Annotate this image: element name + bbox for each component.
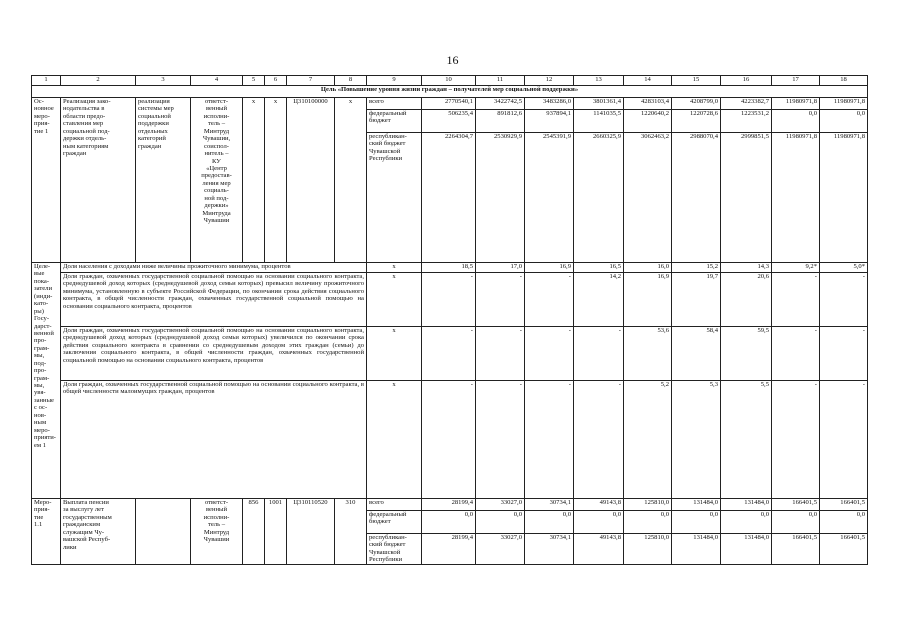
indicator-value: 14,2 xyxy=(574,273,624,327)
value-cell: 166401,5 xyxy=(772,499,819,511)
indicator-value: 5,2 xyxy=(624,381,672,499)
column-number-row xyxy=(32,76,868,86)
values-col-16 xyxy=(721,98,772,263)
value-cell: 11980971,8 xyxy=(772,98,819,110)
indicator-value: 53,6 xyxy=(624,327,672,381)
indicator-value: - xyxy=(422,273,476,327)
value-cell: 2770540,1 xyxy=(422,98,475,110)
col-number: 6 xyxy=(265,76,287,86)
value-cell: 0,0 xyxy=(624,511,671,534)
col-number: 14 xyxy=(624,76,672,86)
values-col-18 xyxy=(820,499,868,565)
indicator-value: - xyxy=(820,327,868,381)
indicator-value: - xyxy=(820,381,868,499)
value-cell: 166401,5 xyxy=(792,534,817,541)
value-cell: 0,0 xyxy=(772,110,819,133)
indicators-label: Целе- вые пока- затели (инди- като- ры) Госу- дарст- венной про- грам- мы, под- про- грам- мы, увя- занные с ос- нов- ным меро- прияти- ем 1 xyxy=(32,263,61,499)
event-code-5: 856 xyxy=(243,499,265,565)
event-responsible: ответст- венный исполни- тель – Минтруд Чувашии, соиспол- нитель – КУ «Центр предостав- ления мер социаль- ной под- держки» Минтруда Чувашии xyxy=(191,98,243,263)
indicator-value: - xyxy=(525,327,574,381)
funding-sources xyxy=(367,98,422,263)
value-cell: 11980971,8 xyxy=(833,133,865,140)
indicator-text: Доля населения с доходами ниже величины прожиточного минимума, процентов xyxy=(61,263,367,273)
indicator-value: - xyxy=(772,327,820,381)
indicator-unit: х xyxy=(367,381,422,499)
indicator-value: - xyxy=(525,273,574,327)
col-number: 4 xyxy=(191,76,243,86)
col-number: 18 xyxy=(820,76,868,86)
value-cell: 2264304,7 xyxy=(444,133,473,140)
value-cell: 1220728,6 xyxy=(672,110,720,133)
value-cell: 28199,4 xyxy=(422,499,475,511)
col-number: 10 xyxy=(422,76,476,86)
funding-sources xyxy=(367,499,422,565)
col-number: 3 xyxy=(136,76,191,86)
col-number: 9 xyxy=(367,76,422,86)
values-col-13 xyxy=(574,98,624,263)
source-federal: федеральный бюджет xyxy=(367,511,421,534)
value-cell: 0,0 xyxy=(820,511,867,534)
indicator-value: - xyxy=(476,327,525,381)
col-number: 5 xyxy=(243,76,265,86)
values-col-14 xyxy=(624,499,672,565)
value-cell: 2660325,9 xyxy=(592,133,621,140)
value-cell: 3801361,4 xyxy=(574,98,623,110)
values-col-10 xyxy=(422,499,476,565)
indicator-row xyxy=(32,263,868,273)
indicator-value: 17,0 xyxy=(476,263,525,273)
value-cell: 11980971,8 xyxy=(820,98,867,110)
indicator-text: Доля граждан, охваченных государственной социальной помощью на основании социального контракта, среднедушевой доход которых (среднедушевой доход семьи которых) увеличился по окончании срока действия социального контракта в сравнении со среднедушевым доходом этих граждан (семьи) до заключения социального контракта, в общей численности граждан, охваченных государственной социальной помощью на основании социального контракта, процентов xyxy=(61,327,367,381)
value-cell: 30734,1 xyxy=(549,534,571,541)
value-cell: 891812,6 xyxy=(476,110,524,133)
event-code-6: 1001 xyxy=(265,499,287,565)
value-cell: 4208799,0 xyxy=(672,98,720,110)
indicator-value: - xyxy=(525,381,574,499)
indicator-unit: х xyxy=(367,327,422,381)
value-cell: 131484,0 xyxy=(721,499,771,511)
col-number: 2 xyxy=(61,76,136,86)
value-cell: 506235,4 xyxy=(422,110,475,133)
value-cell: 2530929,9 xyxy=(493,133,522,140)
indicator-value: - xyxy=(476,273,525,327)
value-cell: 0,0 xyxy=(772,511,819,534)
event-task: реализация системы мер социальной поддержки отдельных категорий граждан xyxy=(136,98,191,263)
value-cell: 125810,0 xyxy=(624,499,671,511)
indicator-value: 9,2* xyxy=(772,263,820,273)
event-code-8: 310 xyxy=(335,499,367,565)
main-event-row xyxy=(32,98,868,263)
indicator-value: 5,5 xyxy=(721,381,772,499)
value-cell: 33027,0 xyxy=(500,534,522,541)
value-cell: 131484,0 xyxy=(744,534,769,541)
event-code-7: Ц310110520 xyxy=(287,499,335,565)
value-cell: 0,0 xyxy=(820,110,867,133)
indicator-value: - xyxy=(574,381,624,499)
values-col-11 xyxy=(476,98,525,263)
indicator-value: 58,4 xyxy=(672,327,721,381)
value-cell: 49143,8 xyxy=(574,499,623,511)
col-number: 12 xyxy=(525,76,574,86)
value-cell: 0,0 xyxy=(476,511,524,534)
indicator-unit: х xyxy=(367,273,422,327)
value-cell: 1141035,5 xyxy=(574,110,623,133)
indicator-unit: х xyxy=(367,263,422,273)
source-republic: республикан- ский бюджет Чувашской Республики xyxy=(369,534,407,564)
indicator-value: - xyxy=(574,327,624,381)
indicator-value: 14,3 xyxy=(721,263,772,273)
value-cell: 49143,8 xyxy=(599,534,621,541)
goal-row xyxy=(32,86,868,98)
value-cell: 131484,0 xyxy=(672,499,720,511)
event-code-8: х xyxy=(335,98,367,263)
value-cell: 28199,4 xyxy=(451,534,473,541)
indicator-value: 16,9 xyxy=(624,273,672,327)
indicator-value: - xyxy=(476,381,525,499)
event-responsible: ответст- венный исполни- тель – Минтруд Чувашии xyxy=(191,499,243,565)
indicator-value: - xyxy=(422,327,476,381)
value-cell: 30734,1 xyxy=(525,499,573,511)
col-number: 17 xyxy=(772,76,820,86)
source-total: всего xyxy=(367,98,421,110)
indicator-value: 19,7 xyxy=(672,273,721,327)
value-cell: 33027,0 xyxy=(476,499,524,511)
values-col-15 xyxy=(672,499,721,565)
col-number: 7 xyxy=(287,76,335,86)
values-col-15 xyxy=(672,98,721,263)
col-number: 1 xyxy=(32,76,61,86)
value-cell: 166401,5 xyxy=(840,534,865,541)
col-number: 16 xyxy=(721,76,772,86)
source-total: всего xyxy=(367,499,421,511)
values-col-17 xyxy=(772,98,820,263)
event-1-1-row xyxy=(32,499,868,565)
values-col-13 xyxy=(574,499,624,565)
indicator-value: 5,3 xyxy=(672,381,721,499)
values-col-14 xyxy=(624,98,672,263)
event-task xyxy=(136,499,191,565)
value-cell: 1223531,2 xyxy=(721,110,771,133)
indicator-value: - xyxy=(772,273,820,327)
source-republic: республикан- ский бюджет Чувашской Республики xyxy=(369,133,407,163)
value-cell: 3483286,0 xyxy=(525,98,573,110)
value-cell: 0,0 xyxy=(721,511,771,534)
value-cell: 11980971,8 xyxy=(785,133,817,140)
values-col-16 xyxy=(721,499,772,565)
indicator-value: - xyxy=(422,381,476,499)
values-col-17 xyxy=(772,499,820,565)
value-cell: 131484,0 xyxy=(693,534,718,541)
indicator-value: - xyxy=(772,381,820,499)
value-cell: 3422742,5 xyxy=(476,98,524,110)
event-name: Реализация зако- нодательства в области предо- ставления мер социальной под- держки отдель- ным категориям граждан xyxy=(61,98,136,263)
value-cell: 0,0 xyxy=(422,511,475,534)
value-cell: 0,0 xyxy=(574,511,623,534)
value-cell: 2999851,5 xyxy=(740,133,769,140)
indicator-value: 16,0 xyxy=(624,263,672,273)
value-cell: 4223382,7 xyxy=(721,98,771,110)
col-number: 11 xyxy=(476,76,525,86)
indicator-value: 18,5 xyxy=(422,263,476,273)
goal-title: Цель «Повышение уровня жизни граждан – получателей мер социальной поддержки» xyxy=(32,86,868,98)
indicator-text: Доля граждан, охваченных государственной социальной помощью на основании социального контракта, среднедушевой доход которых (среднедушевой доход семьи которых) превысил величину прожиточного минимума, установленную в субъекте Российской Федерации, по окончании срока действия социального контракта, в общей численности граждан, охваченных государственной социальной помощью на основании социального контракта, процентов xyxy=(61,273,367,327)
value-cell: 0,0 xyxy=(525,511,573,534)
indicator-value: 16,5 xyxy=(574,263,624,273)
values-col-10 xyxy=(422,98,476,263)
event-type: Ос- новное меро- прия- тие 1 xyxy=(32,98,61,263)
value-cell: 125810,0 xyxy=(644,534,669,541)
indicator-value: 20,6 xyxy=(721,273,772,327)
value-cell: 1220640,2 xyxy=(624,110,671,133)
value-cell: 3062463,2 xyxy=(640,133,669,140)
values-col-12 xyxy=(525,98,574,263)
indicator-value: 5,0* xyxy=(820,263,868,273)
indicator-value: 59,5 xyxy=(721,327,772,381)
source-federal: федеральный бюджет xyxy=(367,110,421,133)
values-col-12 xyxy=(525,499,574,565)
col-number: 8 xyxy=(335,76,367,86)
event-code-7: Ц310100000 xyxy=(287,98,335,263)
values-col-18 xyxy=(820,98,868,263)
value-cell: 937894,1 xyxy=(525,110,573,133)
indicator-row xyxy=(32,381,868,499)
event-type: Меро- прия- тие 1.1 xyxy=(32,499,61,565)
col-number: 13 xyxy=(574,76,624,86)
indicator-value: 16,9 xyxy=(525,263,574,273)
value-cell: 0,0 xyxy=(672,511,720,534)
col-number: 15 xyxy=(672,76,721,86)
values-col-11 xyxy=(476,499,525,565)
indicator-value: - xyxy=(820,273,868,327)
indicator-row xyxy=(32,327,868,381)
value-cell: 2545391,9 xyxy=(542,133,571,140)
event-code-5: х xyxy=(243,98,265,263)
value-cell: 166401,5 xyxy=(820,499,867,511)
page-number: 16 xyxy=(446,53,459,67)
event-name: Выплата пенсии за выслугу лет государственным гражданским служащим Чу- вашской Респуб- лики xyxy=(61,499,136,565)
indicator-value: 15,2 xyxy=(672,263,721,273)
value-cell: 4283103,4 xyxy=(624,98,671,110)
indicator-row xyxy=(32,273,868,327)
program-table xyxy=(31,75,868,565)
event-code-6: х xyxy=(265,98,287,263)
indicator-text: Доля граждан, охваченных государственной социальной помощью на основании социального контракта, в общей численности малоимущих граждан, процентов xyxy=(61,381,367,499)
value-cell: 2988070,4 xyxy=(689,133,718,140)
